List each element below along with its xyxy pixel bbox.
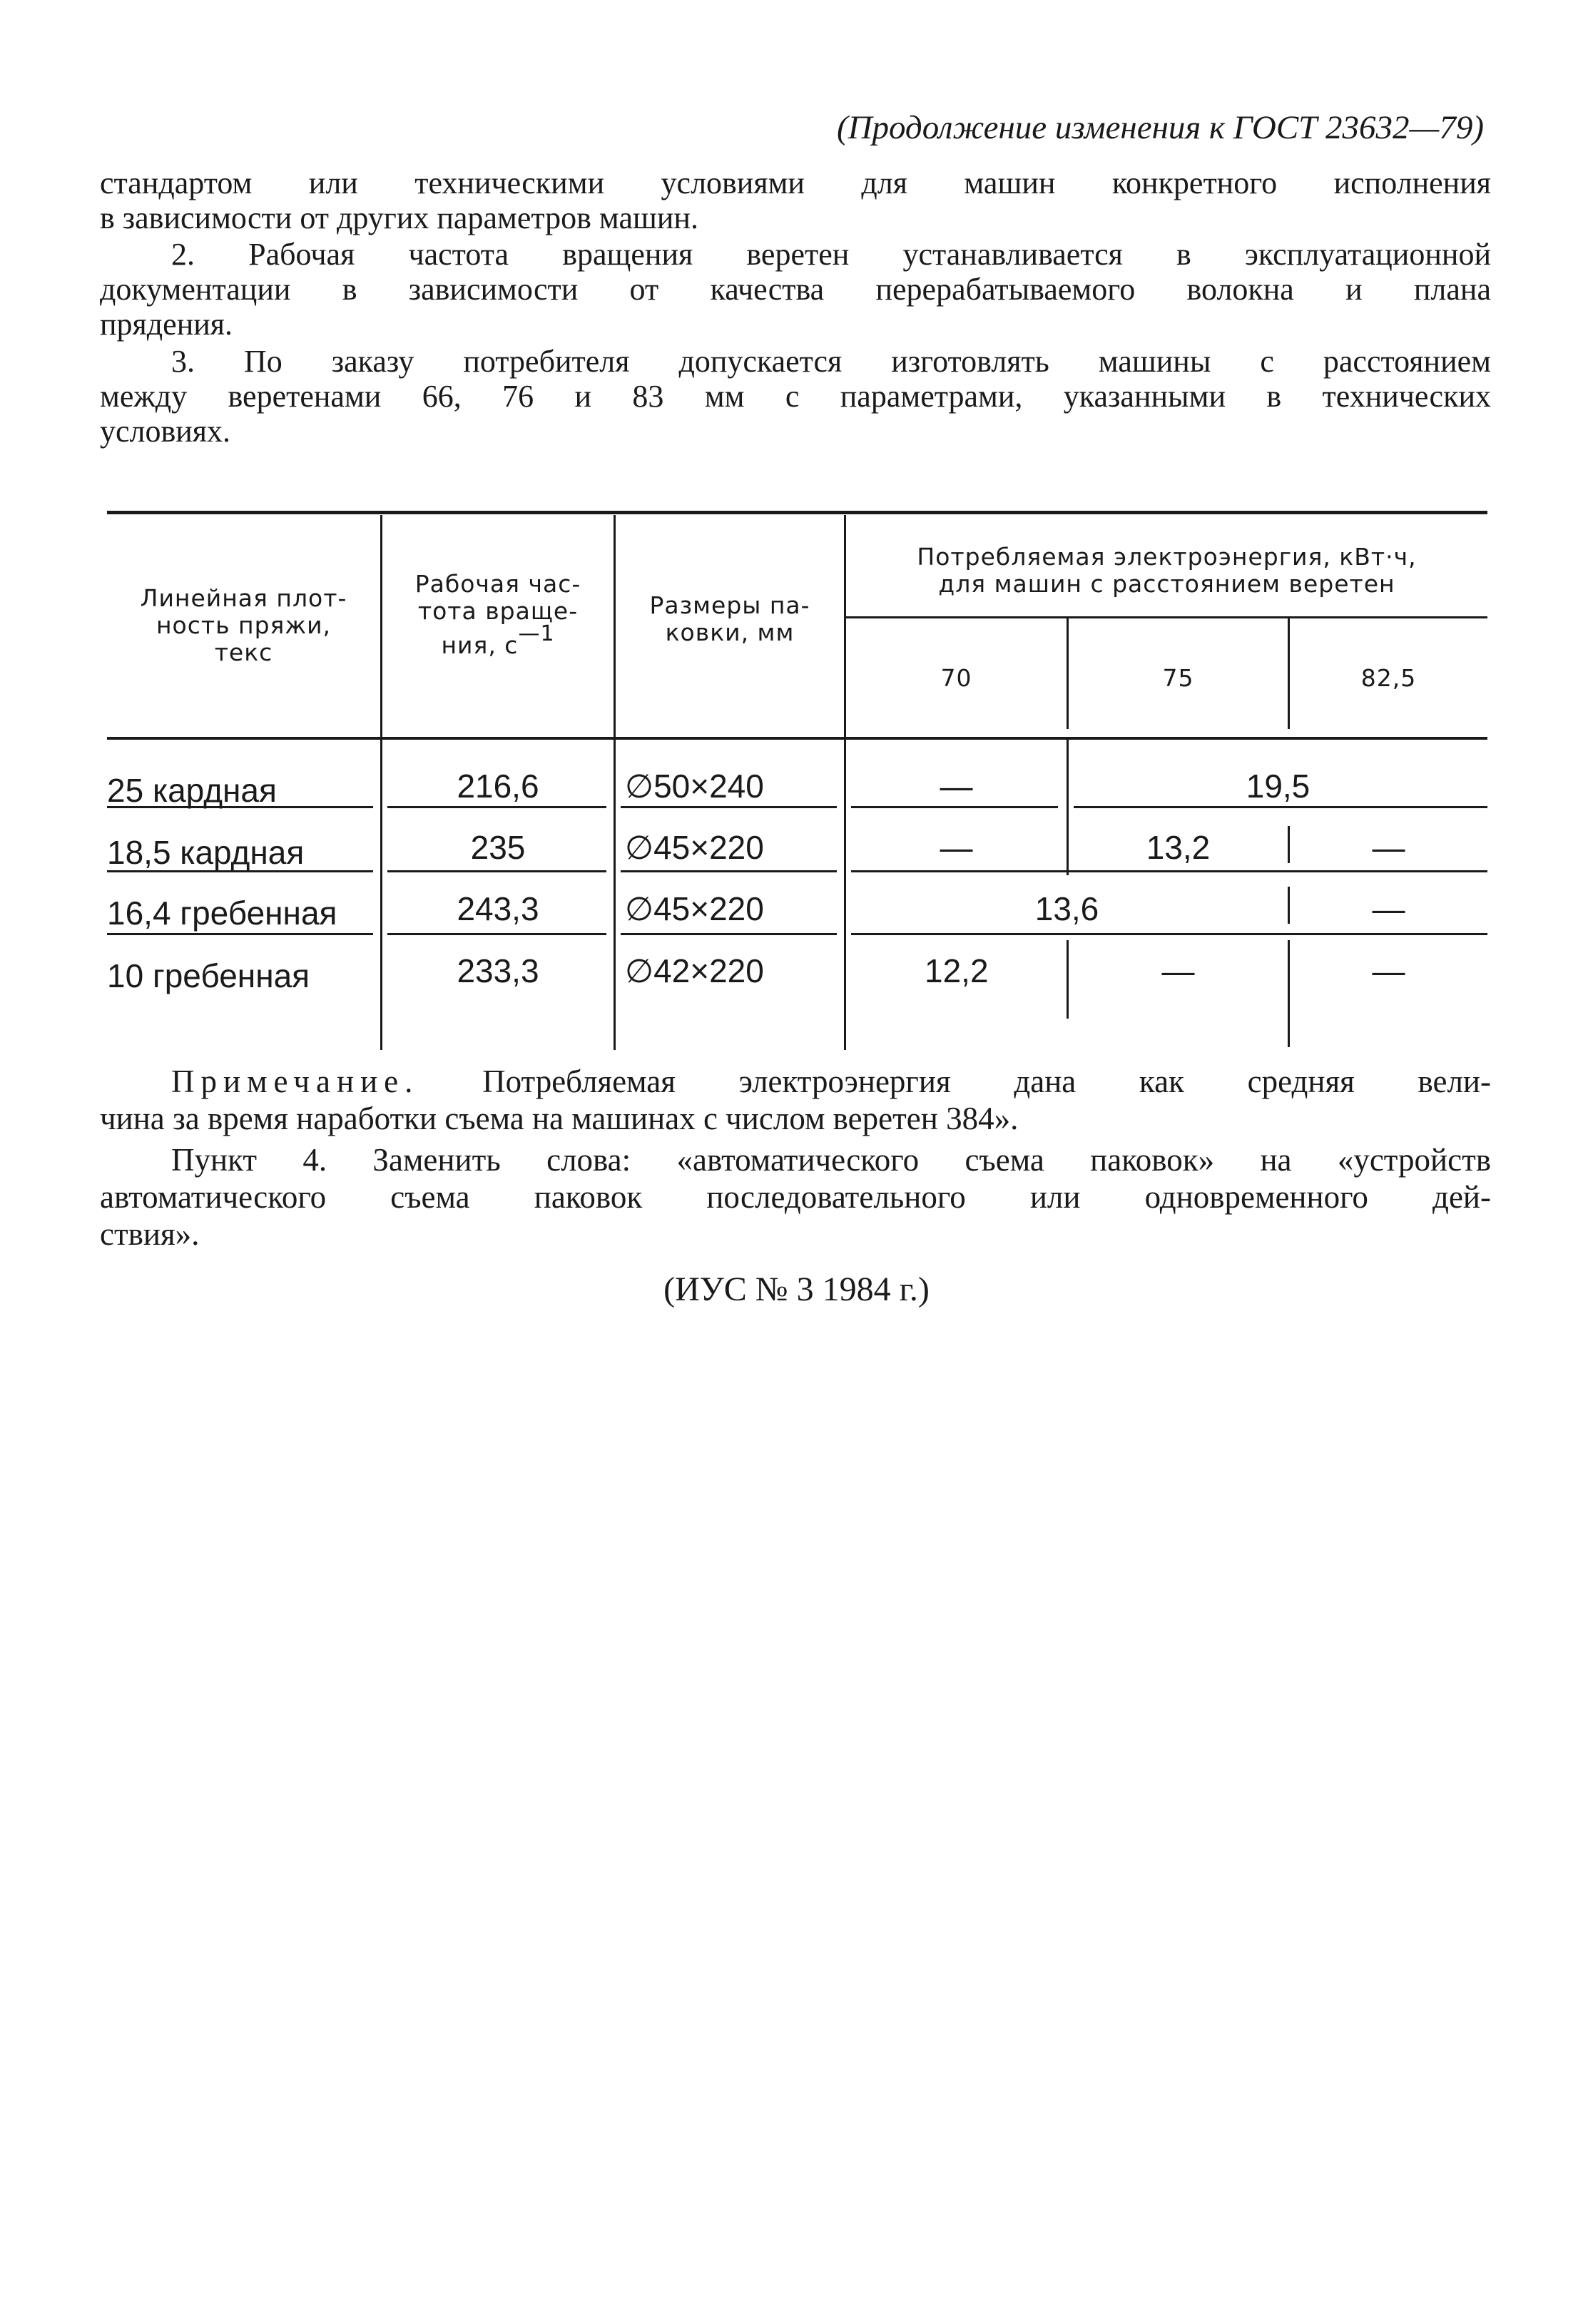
cell-energy-75: 13,2 xyxy=(1146,829,1211,866)
cell-size: ∅45×220 xyxy=(625,829,764,866)
paragraph-line: документации в зависимости от качества перерабатываемого волокна и плана xyxy=(100,272,1491,307)
header-exponent: —1 xyxy=(518,621,555,646)
header-line: тота враще- xyxy=(417,597,579,625)
item-line: Пункт 4. Заменить слова: «автоматического съема паковок» на «устройств xyxy=(171,1142,1491,1178)
header-line: ковки, мм xyxy=(665,618,795,646)
issue-reference: (ИУС № 3 1984 г.) xyxy=(663,1270,930,1308)
header-energy xyxy=(846,544,1487,598)
cell-energy-82-5: — xyxy=(1372,890,1405,927)
header-subrule xyxy=(846,616,1487,618)
cell-energy-70: — xyxy=(940,829,973,866)
header-line: Линейная плот- xyxy=(140,584,347,612)
cell-frequency: 233,3 xyxy=(457,952,539,989)
paragraph-line: стандартом или техническими условиями для машин конкретного исполнения xyxy=(100,165,1491,200)
cell-energy-70-75: 13,6 xyxy=(1034,890,1099,927)
cell-size: ∅42×220 xyxy=(625,952,764,989)
table-top-rule xyxy=(107,511,1487,514)
paragraph-line: условиях. xyxy=(100,414,231,449)
header-line: Потребляемая электроэнергия, кВт·ч, xyxy=(917,543,1417,571)
cell-energy-70: — xyxy=(940,768,973,805)
header-line xyxy=(382,621,614,659)
cell-energy-75: — xyxy=(1161,952,1195,989)
paragraph-line: 2. Рабочая частота вращения веретен устанавливается в эксплуатационной xyxy=(171,237,1491,272)
row-rule xyxy=(621,806,837,808)
header-line: для машин с расстоянием веретен xyxy=(938,570,1395,598)
cell-density: 16,4 гребенная xyxy=(107,895,337,932)
item-line: автоматического съема паковок последовательного или одновременного дей- xyxy=(100,1179,1491,1215)
row-rule xyxy=(621,870,837,872)
paragraph-line: в зависимости от других параметров машин. xyxy=(100,200,698,235)
header-line: ность пряжи, xyxy=(156,611,332,639)
cell-frequency: 243,3 xyxy=(457,890,539,927)
paragraph-3 xyxy=(100,344,1491,449)
cell-density: 25 кардная xyxy=(107,772,277,809)
item-4 xyxy=(100,1141,1491,1253)
header-spacing-70: 70 xyxy=(940,664,972,692)
header-spacing-82-5: 82,5 xyxy=(1360,664,1417,692)
cell-density: 18,5 кардная xyxy=(107,834,305,871)
row-rule xyxy=(621,933,837,935)
paragraph-line: между веретенами 66, 76 и 83 мм с параметрами, указанными в технических xyxy=(100,379,1491,414)
note-label: Примечание. xyxy=(171,1064,419,1099)
cell-energy-75-82-5: 19,5 xyxy=(1246,768,1310,805)
header-size xyxy=(616,592,844,646)
header-line: текс xyxy=(214,638,273,666)
row-rule xyxy=(387,933,606,935)
paragraph-2 xyxy=(100,237,1491,342)
table-header-rule xyxy=(107,737,1487,740)
cell-frequency: 235 xyxy=(470,829,526,866)
cell-frequency: 216,6 xyxy=(457,768,539,805)
paragraph-1 xyxy=(100,165,1491,235)
header-line: Рабочая час- xyxy=(414,570,581,598)
header-text: ния, с xyxy=(441,631,519,659)
row-rule xyxy=(1074,806,1487,808)
row-rule xyxy=(851,806,1058,808)
item-line: ствия». xyxy=(100,1216,200,1252)
cell-energy-70: 12,2 xyxy=(925,952,989,989)
page-header: (Продолжение изменения к ГОСТ 23632—79) xyxy=(836,109,1484,146)
cell-size: ∅45×220 xyxy=(625,890,764,927)
row-rule xyxy=(387,870,606,872)
table-note xyxy=(100,1063,1491,1137)
row-rule xyxy=(851,870,1487,872)
note-line: чина за время наработки съема на машинах с числом веретен 384». xyxy=(100,1101,1019,1136)
paragraph-line: 3. По заказу потребителя допускается изготовлять машины с расстоянием xyxy=(171,344,1491,379)
paragraph-line: прядения. xyxy=(100,307,233,342)
row-rule xyxy=(107,933,373,935)
header-spacing-75: 75 xyxy=(1162,664,1194,692)
note-line xyxy=(100,1063,1491,1100)
cell-energy-82-5: — xyxy=(1372,952,1405,989)
note-text: Потребляемая электроэнергия дана как средняя вели- xyxy=(482,1064,1491,1099)
header-frequency xyxy=(382,571,614,659)
cell-energy-82-5: — xyxy=(1372,829,1405,866)
cell-size: ∅50×240 xyxy=(625,768,764,805)
row-rule xyxy=(851,933,1487,935)
header-line: Размеры па- xyxy=(649,591,810,619)
header-density xyxy=(107,585,380,666)
row-rule xyxy=(387,806,606,808)
cell-density: 10 гребенная xyxy=(107,957,310,994)
